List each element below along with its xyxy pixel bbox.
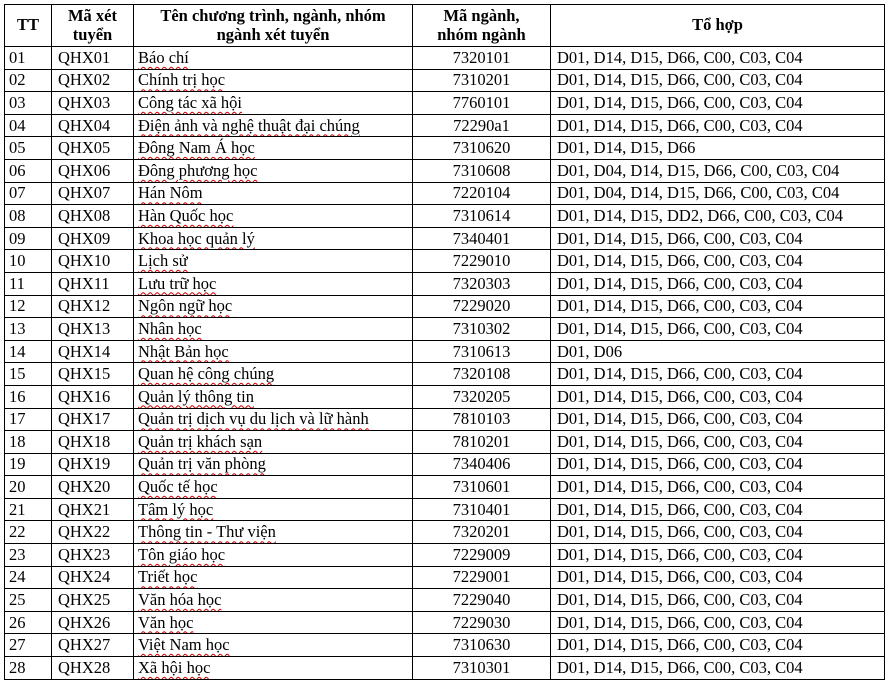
- cell-name: [134, 431, 413, 454]
- table-row: [5, 544, 885, 567]
- table-row: [5, 363, 885, 386]
- cell-code: QHX22: [52, 521, 134, 544]
- cell-name-text: Quản lý thông tin: [138, 386, 254, 406]
- cell-name-text: Quốc tế học: [138, 477, 218, 497]
- cell-code: QHX02: [52, 69, 134, 92]
- cell-tt: 15: [5, 363, 52, 386]
- table-row: [5, 159, 885, 182]
- cell-major: 7760101: [413, 92, 551, 115]
- cell-code: QHX12: [52, 295, 134, 318]
- table-row: [5, 114, 885, 137]
- cell-name-text: Điện ảnh và nghệ thuật đại chúng: [138, 115, 360, 135]
- table-row: [5, 476, 885, 499]
- cell-name: [134, 453, 413, 476]
- cell-tt: 08: [5, 205, 52, 228]
- table-row: [5, 182, 885, 205]
- header-row: [5, 5, 885, 47]
- cell-major: 7229020: [413, 295, 551, 318]
- cell-combo: D01, D14, D15, D66, C00, C03, C04: [551, 385, 885, 408]
- cell-tt: 10: [5, 250, 52, 273]
- cell-name: [134, 498, 413, 521]
- table-row: [5, 318, 885, 341]
- cell-code: QHX14: [52, 340, 134, 363]
- table-row: [5, 69, 885, 92]
- cell-tt: 17: [5, 408, 52, 431]
- cell-major: 7310630: [413, 634, 551, 657]
- cell-name: [134, 589, 413, 612]
- table-row: [5, 453, 885, 476]
- cell-major: 7310620: [413, 137, 551, 160]
- cell-code: QHX03: [52, 92, 134, 115]
- cell-combo: D01, D14, D15, D66, C00, C03, C04: [551, 295, 885, 318]
- cell-combo: D01, D14, D15, D66, C00, C03, C04: [551, 521, 885, 544]
- cell-name-text: Triết học: [138, 567, 198, 587]
- table-row: [5, 498, 885, 521]
- table-row: [5, 227, 885, 250]
- cell-major: 7229001: [413, 566, 551, 589]
- header-major-line1: Mã ngành,: [443, 6, 520, 25]
- cell-combo: D01, D14, D15, D66, C00, C03, C04: [551, 69, 885, 92]
- header-name-line2: ngành xét tuyển: [216, 25, 330, 44]
- header-combo-text: Tổ hợp: [692, 15, 743, 34]
- cell-major: 7310601: [413, 476, 551, 499]
- table-row: [5, 47, 885, 70]
- cell-major: 7320303: [413, 272, 551, 295]
- cell-combo: D01, D14, D15, D66, C00, C03, C04: [551, 318, 885, 341]
- cell-tt: 23: [5, 544, 52, 567]
- cell-name-text: Khoa học quản lý: [138, 228, 255, 248]
- table-row: [5, 566, 885, 589]
- cell-combo: D01, D06: [551, 340, 885, 363]
- cell-name-text: Đông phương học: [138, 160, 258, 180]
- table-row: [5, 657, 885, 680]
- cell-name: [134, 544, 413, 567]
- cell-combo: D01, D14, D15, D66, C00, C03, C04: [551, 476, 885, 499]
- cell-combo: D01, D04, D14, D15, D66, C00, C03, C04: [551, 182, 885, 205]
- cell-code: QHX06: [52, 159, 134, 182]
- cell-major: 7310608: [413, 159, 551, 182]
- cell-combo: D01, D14, D15, D66, C00, C03, C04: [551, 408, 885, 431]
- cell-tt: 14: [5, 340, 52, 363]
- table-row: [5, 92, 885, 115]
- cell-combo: D01, D14, D15, D66, C00, C03, C04: [551, 589, 885, 612]
- header-tt: [5, 5, 52, 47]
- cell-code: QHX17: [52, 408, 134, 431]
- cell-name: [134, 657, 413, 680]
- cell-code: QHX28: [52, 657, 134, 680]
- cell-name: [134, 182, 413, 205]
- cell-combo: D01, D04, D14, D15, D66, C00, C03, C04: [551, 159, 885, 182]
- cell-name-text: Thông tin - Thư viện: [138, 522, 276, 542]
- cell-major: 7320205: [413, 385, 551, 408]
- table-row: [5, 431, 885, 454]
- cell-combo: D01, D14, D15, D66, C00, C03, C04: [551, 47, 885, 70]
- cell-name-text: Quan hệ công chúng: [138, 364, 275, 384]
- cell-tt: 26: [5, 611, 52, 634]
- cell-name-text: Hàn Quốc học: [138, 205, 234, 225]
- cell-tt: 01: [5, 47, 52, 70]
- cell-combo: D01, D14, D15, D66, C00, C03, C04: [551, 611, 885, 634]
- cell-name: [134, 69, 413, 92]
- cell-combo: D01, D14, D15, D66, C00, C03, C04: [551, 453, 885, 476]
- cell-tt: 18: [5, 431, 52, 454]
- cell-name: [134, 272, 413, 295]
- cell-code: QHX05: [52, 137, 134, 160]
- cell-name-text: Nhật Bản học: [138, 341, 229, 361]
- cell-name: [134, 250, 413, 273]
- cell-combo: D01, D14, D15, D66, C00, C03, C04: [551, 657, 885, 680]
- cell-name: [134, 47, 413, 70]
- cell-combo: D01, D14, D15, D66, C00, C03, C04: [551, 250, 885, 273]
- cell-name: [134, 137, 413, 160]
- cell-combo: D01, D14, D15, D66, C00, C03, C04: [551, 114, 885, 137]
- cell-major: 7340406: [413, 453, 551, 476]
- cell-tt: 11: [5, 272, 52, 295]
- cell-code: QHX21: [52, 498, 134, 521]
- table-row: [5, 611, 885, 634]
- cell-name: [134, 318, 413, 341]
- cell-code: QHX04: [52, 114, 134, 137]
- header-major-line2: nhóm ngành: [437, 25, 526, 44]
- cell-name-text: Đông Nam Á học: [138, 138, 255, 158]
- cell-major: 7310302: [413, 318, 551, 341]
- cell-major: 7310301: [413, 657, 551, 680]
- cell-major: 7320101: [413, 47, 551, 70]
- cell-code: QHX25: [52, 589, 134, 612]
- cell-major: 7220104: [413, 182, 551, 205]
- table-row: [5, 340, 885, 363]
- table-row: [5, 634, 885, 657]
- cell-tt: 09: [5, 227, 52, 250]
- cell-name-text: Văn học: [138, 612, 194, 632]
- table-body: [5, 47, 885, 680]
- cell-tt: 20: [5, 476, 52, 499]
- cell-major: 7310614: [413, 205, 551, 228]
- cell-name: [134, 566, 413, 589]
- cell-name-text: Quản trị khách sạn: [138, 431, 263, 451]
- cell-code: QHX01: [52, 47, 134, 70]
- cell-name: [134, 476, 413, 499]
- cell-code: QHX26: [52, 611, 134, 634]
- cell-major: 7340401: [413, 227, 551, 250]
- cell-name-text: Quản trị văn phòng: [138, 454, 266, 474]
- cell-name: [134, 92, 413, 115]
- cell-combo: D01, D14, D15, D66, C00, C03, C04: [551, 272, 885, 295]
- cell-tt: 28: [5, 657, 52, 680]
- cell-tt: 07: [5, 182, 52, 205]
- cell-major: 7229009: [413, 544, 551, 567]
- header-combo: [551, 5, 885, 47]
- cell-name-text: Chính trị học: [138, 70, 226, 90]
- cell-major: 7229010: [413, 250, 551, 273]
- cell-code: QHX13: [52, 318, 134, 341]
- cell-combo: D01, D14, D15, D66: [551, 137, 885, 160]
- admission-table: [4, 4, 885, 680]
- cell-name: [134, 205, 413, 228]
- cell-name-text: Lịch sử: [138, 251, 188, 271]
- cell-tt: 03: [5, 92, 52, 115]
- cell-code: QHX20: [52, 476, 134, 499]
- cell-major: 7310201: [413, 69, 551, 92]
- cell-combo: D01, D14, D15, D66, C00, C03, C04: [551, 566, 885, 589]
- cell-tt: 16: [5, 385, 52, 408]
- cell-major: 7310401: [413, 498, 551, 521]
- cell-combo: D01, D14, D15, D66, C00, C03, C04: [551, 634, 885, 657]
- cell-code: QHX15: [52, 363, 134, 386]
- header-code: [52, 5, 134, 47]
- cell-major: 7810201: [413, 431, 551, 454]
- table-row: [5, 385, 885, 408]
- cell-tt: 04: [5, 114, 52, 137]
- table-row: [5, 250, 885, 273]
- table-row: [5, 589, 885, 612]
- cell-major: 72290a1: [413, 114, 551, 137]
- cell-tt: 27: [5, 634, 52, 657]
- cell-tt: 24: [5, 566, 52, 589]
- cell-name-text: Tâm lý học: [138, 499, 214, 519]
- cell-code: QHX24: [52, 566, 134, 589]
- cell-code: QHX08: [52, 205, 134, 228]
- table-row: [5, 205, 885, 228]
- cell-name-text: Xã hội học: [138, 657, 211, 677]
- cell-name-text: Quản trị dịch vụ du lịch và lữ hành: [138, 409, 369, 429]
- cell-name: [134, 114, 413, 137]
- table-row: [5, 272, 885, 295]
- cell-name-text: Ngôn ngữ học: [138, 296, 233, 316]
- cell-combo: D01, D14, D15, D66, C00, C03, C04: [551, 431, 885, 454]
- table-row: [5, 137, 885, 160]
- cell-name: [134, 634, 413, 657]
- cell-combo: D01, D14, D15, D66, C00, C03, C04: [551, 544, 885, 567]
- cell-code: QHX27: [52, 634, 134, 657]
- cell-major: 7229030: [413, 611, 551, 634]
- cell-name-text: Văn hóa học: [138, 590, 222, 610]
- cell-name-text: Hán Nôm: [138, 183, 203, 203]
- cell-name-text: Tôn giáo học: [138, 544, 226, 564]
- cell-name: [134, 611, 413, 634]
- cell-tt: 22: [5, 521, 52, 544]
- cell-tt: 19: [5, 453, 52, 476]
- cell-name-text: Lưu trữ học: [138, 273, 217, 293]
- cell-major: 7810103: [413, 408, 551, 431]
- cell-major: 7320201: [413, 521, 551, 544]
- cell-name: [134, 385, 413, 408]
- cell-name: [134, 340, 413, 363]
- cell-tt: 13: [5, 318, 52, 341]
- cell-name: [134, 363, 413, 386]
- cell-name-text: Báo chí: [138, 47, 189, 67]
- cell-combo: D01, D14, D15, DD2, D66, C00, C03, C04: [551, 205, 885, 228]
- cell-code: QHX09: [52, 227, 134, 250]
- cell-name: [134, 295, 413, 318]
- cell-name: [134, 521, 413, 544]
- cell-major: 7320108: [413, 363, 551, 386]
- cell-tt: 02: [5, 69, 52, 92]
- cell-name: [134, 408, 413, 431]
- cell-tt: 25: [5, 589, 52, 612]
- cell-code: QHX11: [52, 272, 134, 295]
- cell-combo: D01, D14, D15, D66, C00, C03, C04: [551, 363, 885, 386]
- cell-code: QHX18: [52, 431, 134, 454]
- table-row: [5, 521, 885, 544]
- header-code-line2: tuyển: [72, 25, 113, 44]
- cell-combo: D01, D14, D15, D66, C00, C03, C04: [551, 92, 885, 115]
- header-name-line1: Tên chương trình, ngành, nhóm: [160, 6, 386, 25]
- table-row: [5, 408, 885, 431]
- cell-tt: 05: [5, 137, 52, 160]
- header-code-line1: Mã xét: [67, 6, 118, 25]
- cell-major: 7310613: [413, 340, 551, 363]
- cell-code: QHX19: [52, 453, 134, 476]
- table-header: [5, 5, 885, 47]
- table-row: [5, 295, 885, 318]
- cell-tt: 12: [5, 295, 52, 318]
- cell-combo: D01, D14, D15, D66, C00, C03, C04: [551, 227, 885, 250]
- cell-tt: 06: [5, 159, 52, 182]
- header-tt-text: TT: [16, 15, 39, 34]
- cell-code: QHX10: [52, 250, 134, 273]
- cell-code: QHX23: [52, 544, 134, 567]
- cell-name-text: Việt Nam học: [138, 635, 230, 655]
- cell-name-text: Công tác xã hội: [138, 92, 243, 112]
- header-major: [413, 5, 551, 47]
- cell-name-text: Nhân học: [138, 318, 202, 338]
- cell-tt: 21: [5, 498, 52, 521]
- cell-name: [134, 159, 413, 182]
- cell-name: [134, 227, 413, 250]
- cell-combo: D01, D14, D15, D66, C00, C03, C04: [551, 498, 885, 521]
- cell-code: QHX07: [52, 182, 134, 205]
- cell-code: QHX16: [52, 385, 134, 408]
- cell-major: 7229040: [413, 589, 551, 612]
- header-name: [134, 5, 413, 47]
